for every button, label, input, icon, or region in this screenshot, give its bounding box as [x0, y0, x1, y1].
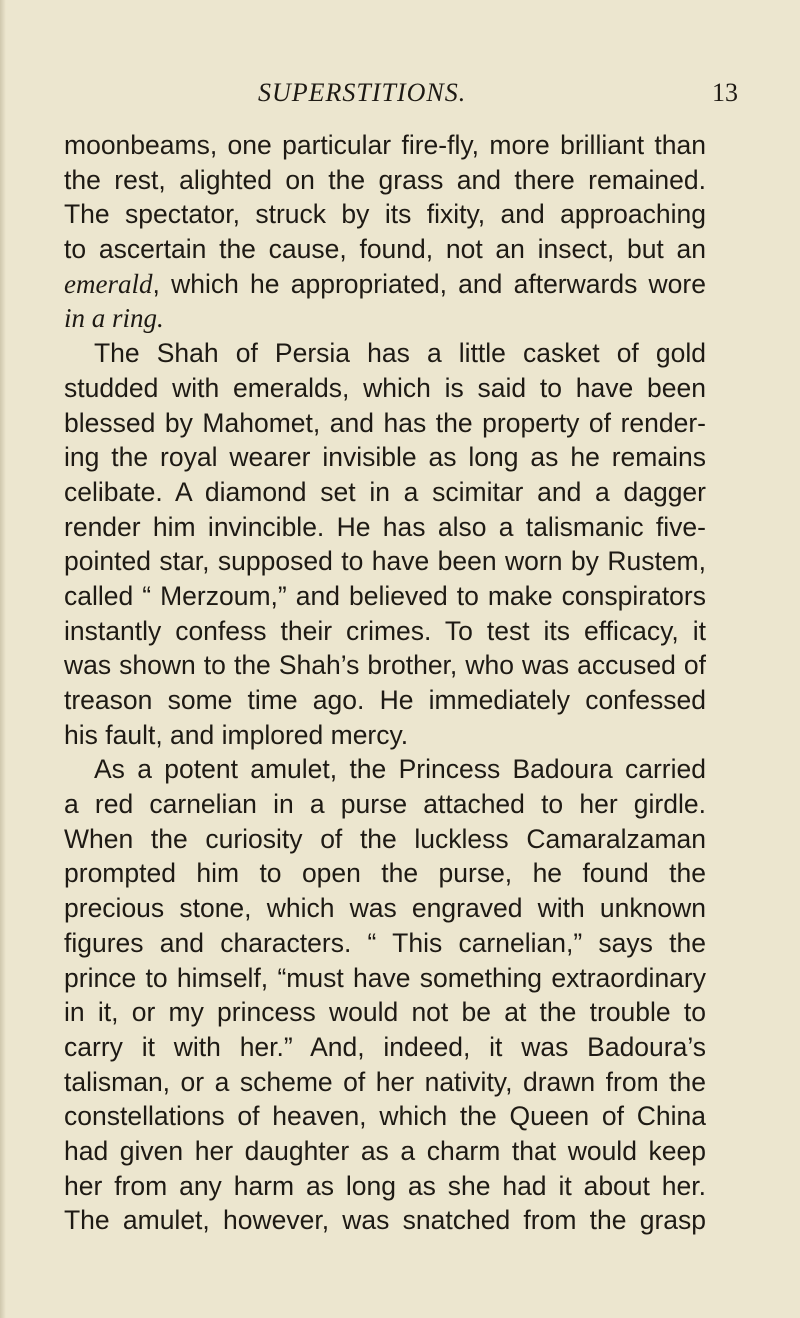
text-run: instantly confess their crimes. To test its efficacy, it: [64, 615, 706, 646]
text-run: prince to himself, “must have something extraordinary: [64, 962, 706, 993]
text-line: [64, 1065, 706, 1100]
text-run: to ascertain the cause, found, not an insect, but an: [64, 234, 706, 265]
text-line: [64, 856, 706, 891]
text-line: [64, 440, 706, 475]
text-line: [64, 1169, 706, 1204]
text-run: her from any harm as long as she had it about her.: [64, 1170, 706, 1201]
text-line: [64, 1099, 706, 1134]
text-line: [64, 544, 706, 579]
text-line: [64, 1030, 706, 1065]
text-run: moonbeams, one particular fire-fly, more brilliant than: [64, 130, 706, 160]
text-run: studded with emeralds, which is said to have been: [64, 372, 706, 403]
text-line: [64, 926, 706, 961]
text-line: [64, 787, 706, 822]
text-line: [64, 371, 706, 406]
text-line: [64, 406, 706, 441]
text-line: [64, 614, 706, 649]
text-line: [64, 163, 706, 198]
text-run: The spectator, struck by its fixity, and approaching: [64, 199, 706, 230]
text-run: pointed star, supposed to have been worn by Rustem,: [64, 546, 706, 577]
text-run: his fault, and implored mercy.: [64, 719, 409, 750]
text-run: had given her daughter as a charm that would keep: [64, 1135, 706, 1166]
text-run: ing the royal wearer invisible as long as he remains: [64, 442, 706, 473]
page-edge-shadow: [0, 0, 6, 1318]
text-run: The amulet, however, was snatched from the grasp: [64, 1205, 706, 1236]
text-line: [64, 822, 706, 857]
text-line: [64, 752, 706, 787]
text-line: [64, 648, 706, 683]
text-line: [64, 197, 706, 232]
body-text: [64, 128, 706, 1238]
text-run: constellations of heaven, which the Queen of China: [64, 1101, 706, 1132]
text-run: the rest, alighted on the grass and there remained.: [64, 164, 706, 195]
text-run: was shown to the Shah’s brother, who was accused of: [64, 650, 706, 681]
text-line: [64, 961, 706, 996]
text-line: [64, 475, 706, 510]
text-line: [64, 891, 706, 926]
text-line: [64, 683, 706, 718]
text-run: called “ Merzoum,” and believed to make conspirators: [64, 580, 706, 611]
text-run: celibate. A diamond set in a scimitar and a dagger: [64, 476, 706, 507]
text-line: [64, 1203, 706, 1238]
text-run: treason some time ago. He immediately confessed: [64, 685, 706, 715]
text-run: When the curiosity of the luckless Camaralzaman: [64, 823, 706, 854]
text-run: carry it with her.” And, indeed, it was Badoura’s: [64, 1031, 706, 1062]
text-line: [64, 579, 706, 614]
text-run: figures and characters. “ This carnelian,” says the: [64, 927, 706, 958]
italic-text: in a ring.: [64, 303, 164, 334]
text-run: in it, or my princess would not be at the trouble to: [64, 997, 706, 1028]
italic-text: emerald: [64, 268, 153, 299]
text-run: talisman, or a scheme of her nativity, drawn from the: [64, 1066, 706, 1097]
text-line: [64, 1134, 706, 1169]
text-line: [64, 995, 706, 1030]
text-line: [64, 301, 706, 336]
text-line: [64, 718, 706, 753]
text-line: [64, 510, 706, 545]
page-number: 13: [712, 78, 738, 107]
text-run: As a potent amulet, the Princess Badoura carried: [94, 754, 706, 785]
text-line: [64, 267, 706, 302]
text-line: [64, 128, 706, 163]
text-line: [64, 336, 706, 371]
text-run: , which he appropriated, and afterwards wore: [152, 268, 706, 299]
text-run: prompted him to open the purse, he found the: [64, 858, 706, 889]
text-run: blessed by Mahomet, and has the property of render-: [64, 407, 706, 438]
text-line: [64, 232, 706, 267]
text-run: precious stone, which was engraved with unknown: [64, 893, 706, 924]
text-run: a red carnelian in a purse attached to her girdle.: [64, 789, 706, 820]
text-run: The Shah of Persia has a little casket of gold: [94, 338, 706, 369]
running-head-title: SUPERSTITIONS.: [258, 78, 467, 107]
text-run: render him invincible. He has also a talismanic five-: [64, 511, 706, 542]
